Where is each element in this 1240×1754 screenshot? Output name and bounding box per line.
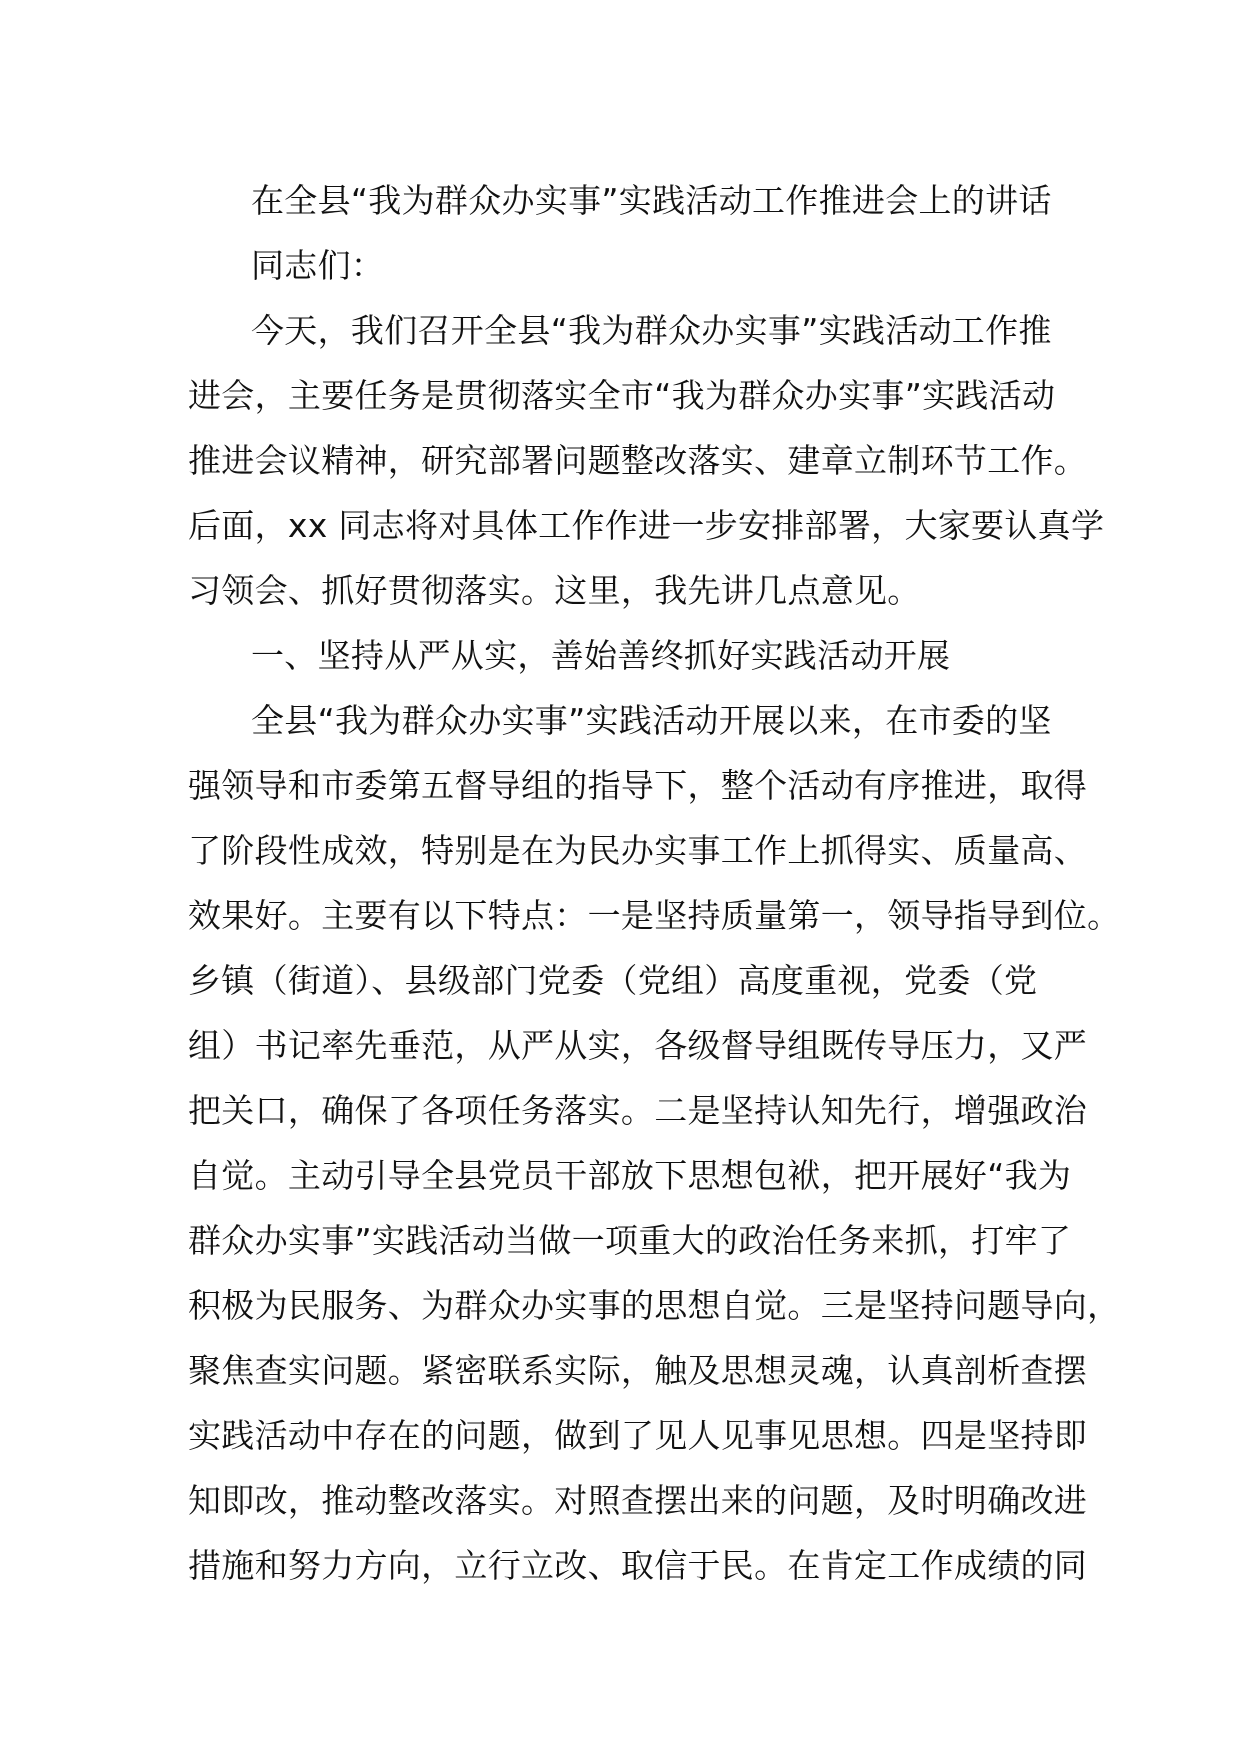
paragraph-line: 了阶段性成效，特别是在为民办实事工作上抓得实、质量高、	[188, 831, 1088, 870]
paragraph-line: 聚焦查实问题。紧密联系实际，触及思想灵魂，认真剖析查摆	[188, 1351, 1088, 1390]
paragraph-line: 推进会议精神，研究部署问题整改落实、建章立制环节工作。	[188, 441, 1088, 480]
document-title: 在全县“我为群众办实事”实践活动工作推进会上的讲话	[251, 181, 1052, 220]
paragraph-line: 自觉。主动引导全县党员干部放下思想包袱，把开展好“我为	[188, 1156, 1072, 1195]
paragraph-line: 进会，主要任务是贯彻落实全市“我为群众办实事”实践活动	[188, 376, 1056, 415]
paragraph-line: 强领导和市委第五督导组的指导下，整个活动有序推进，取得	[188, 766, 1088, 805]
section-heading: 一、坚持从严从实，善始善终抓好实践活动开展	[251, 636, 951, 675]
paragraph-line: 今天，我们召开全县“我为群众办实事”实践活动工作推	[251, 311, 1052, 350]
paragraph-line: 组）书记率先垂范，从严从实，各级督导组既传导压力，又严	[188, 1026, 1088, 1065]
salutation: 同志们：	[251, 246, 385, 285]
document-body	[188, 168, 1121, 1598]
paragraph-line: 群众办实事”实践活动当做一项重大的政治任务来抓，打牢了	[188, 1221, 1072, 1260]
paragraph-line: 乡镇（街道）、县级部门党委（党组）高度重视，党委（党	[188, 961, 1038, 1000]
paragraph-line: 习领会、抓好贯彻落实。这里，我先讲几点意见。	[188, 571, 921, 610]
paragraph-line: 措施和努力方向，立行立改、取信于民。在肯定工作成绩的同	[188, 1546, 1088, 1585]
paragraph-line: 把关口，确保了各项任务落实。二是坚持认知先行，增强政治	[188, 1091, 1088, 1130]
paragraph-section-one	[188, 688, 1121, 1598]
paragraph-line: 后面，xx 同志将对具体工作作进一步安排部署，大家要认真学	[188, 506, 1105, 545]
paragraph-opening	[188, 298, 1105, 623]
paragraph-line: 实践活动中存在的问题，做到了见人见事见思想。四是坚持即	[188, 1416, 1088, 1455]
paragraph-line: 积极为民服务、为群众办实事的思想自觉。三是坚持问题导向，	[188, 1286, 1121, 1325]
paragraph-line: 效果好。主要有以下特点：一是坚持质量第一，领导指导到位。	[188, 896, 1121, 935]
paragraph-line: 知即改，推动整改落实。对照查摆出来的问题，及时明确改进	[188, 1481, 1088, 1520]
paragraph-line: 全县“我为群众办实事”实践活动开展以来，在市委的坚	[251, 701, 1052, 740]
